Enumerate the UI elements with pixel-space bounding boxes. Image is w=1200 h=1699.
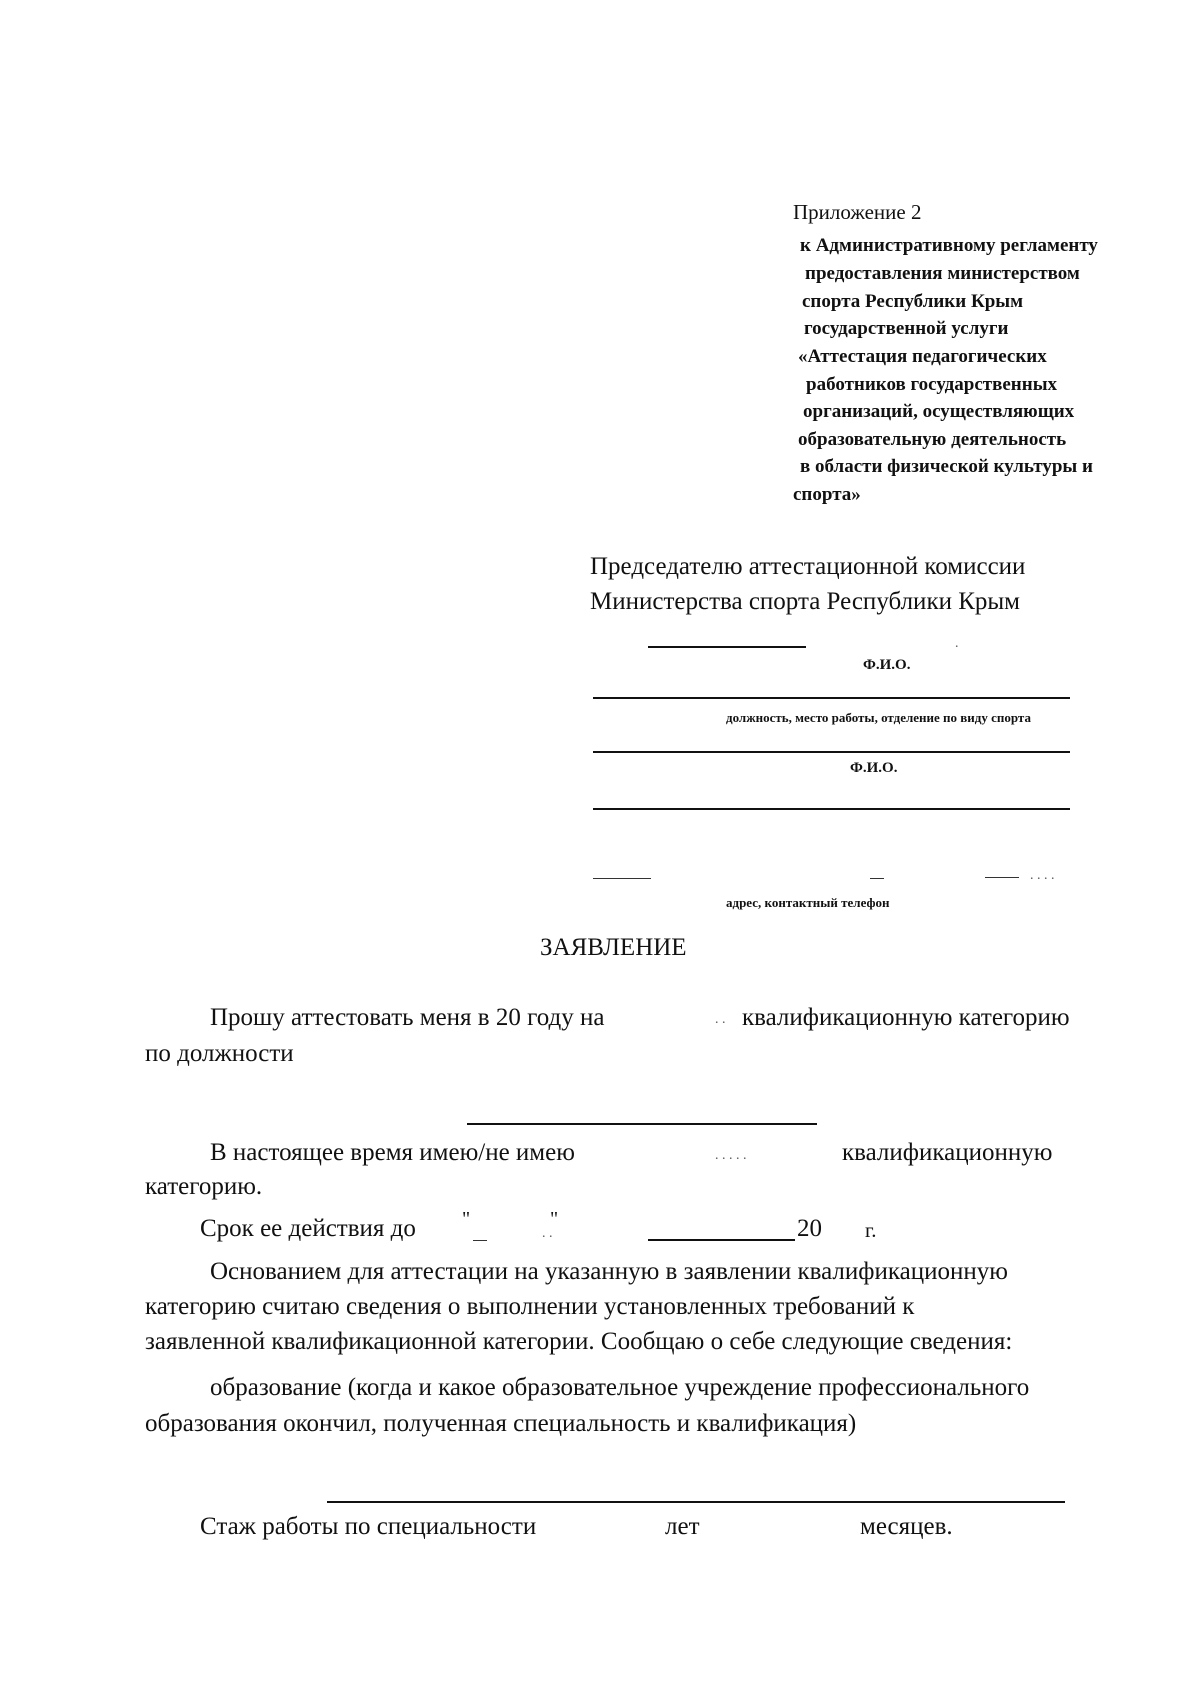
faint-mark: . .: [715, 1012, 726, 1027]
appendix-line: государственной услуги: [804, 318, 1009, 339]
quote-mark: ": [550, 1208, 559, 1230]
position-blank-line: [467, 1123, 817, 1125]
caption-fio: Ф.И.О.: [863, 657, 911, 673]
caption-position: должность, место работы, отделение по виду спорта: [726, 710, 1031, 725]
statement-text: лет: [665, 1513, 700, 1540]
fio-blank-line-2: [593, 751, 1070, 753]
statement-text: категорию считаю сведения о выполнении установленных требований к: [145, 1293, 915, 1320]
statement-text: Стаж работы по специальности: [200, 1513, 537, 1540]
education-blank-line: [327, 1501, 1065, 1503]
statement-text: по должности: [145, 1040, 294, 1067]
statement-text: В настоящее время имею/не имею: [210, 1139, 575, 1166]
fio-blank-line: [648, 646, 806, 648]
faint-mark: . . . . .: [715, 1148, 747, 1163]
year-prefix: 20: [797, 1215, 822, 1242]
statement-text: Срок ее действия до: [200, 1215, 416, 1242]
month-blank-line: [648, 1239, 795, 1241]
statement-text: месяцев.: [860, 1513, 953, 1540]
caption-address: адрес, контактный телефон: [726, 895, 890, 910]
address-blank-segment: [870, 878, 884, 879]
appendix-line: предоставления министерством: [805, 263, 1080, 284]
quote-mark: ": [462, 1208, 471, 1230]
faint-mark: .: [955, 636, 959, 651]
addressee-line-2: Министерства спорта Республики Крым: [590, 588, 1021, 615]
statement-text: квалификационную: [842, 1139, 1053, 1166]
position-blank-line: [593, 697, 1070, 699]
statement-text: образования окончил, полученная специальность и квалификация): [145, 1410, 857, 1437]
faint-mark: . . . .: [1030, 868, 1055, 883]
appendix-line: организаций, осуществляющих: [803, 401, 1075, 422]
day-blank: [473, 1240, 487, 1241]
statement-text: образование (когда и какое образовательное учреждение профессионального: [210, 1374, 1030, 1401]
address-blank-segment: [985, 877, 1019, 878]
caption-fio-2: Ф.И.О.: [850, 760, 898, 776]
statement-title: ЗАЯВЛЕНИЕ: [540, 934, 687, 961]
appendix-line: спорта Республики Крым: [802, 291, 1024, 312]
year-suffix: г.: [865, 1218, 877, 1242]
appendix-line: к Административному регламенту: [800, 235, 1098, 256]
appendix-line: образовательную деятельность: [798, 429, 1067, 450]
faint-mark: . .: [542, 1226, 553, 1241]
appendix-line: в области физической культуры и: [800, 456, 1093, 477]
addressee-line-1: Председателю аттестационной комиссии: [590, 553, 1026, 580]
appendix-title: Приложение 2: [793, 200, 922, 224]
address-blank-line-1: [593, 808, 1070, 810]
statement-text: заявленной квалификационной категории. Сообщаю о себе следующие сведения:: [145, 1328, 1013, 1355]
appendix-line: «Аттестация педагогических: [798, 346, 1047, 367]
statement-text: категорию.: [145, 1173, 263, 1200]
statement-text: Основанием для аттестации на указанную в заявлении квалификационную: [210, 1258, 1008, 1285]
appendix-line: работников государственных: [806, 374, 1058, 395]
statement-text: квалификационную категорию: [742, 1004, 1070, 1031]
statement-text: Прошу аттестовать меня в 20 году на: [210, 1004, 605, 1031]
appendix-line: спорта»: [793, 484, 861, 505]
address-blank-line-2: [593, 878, 651, 879]
